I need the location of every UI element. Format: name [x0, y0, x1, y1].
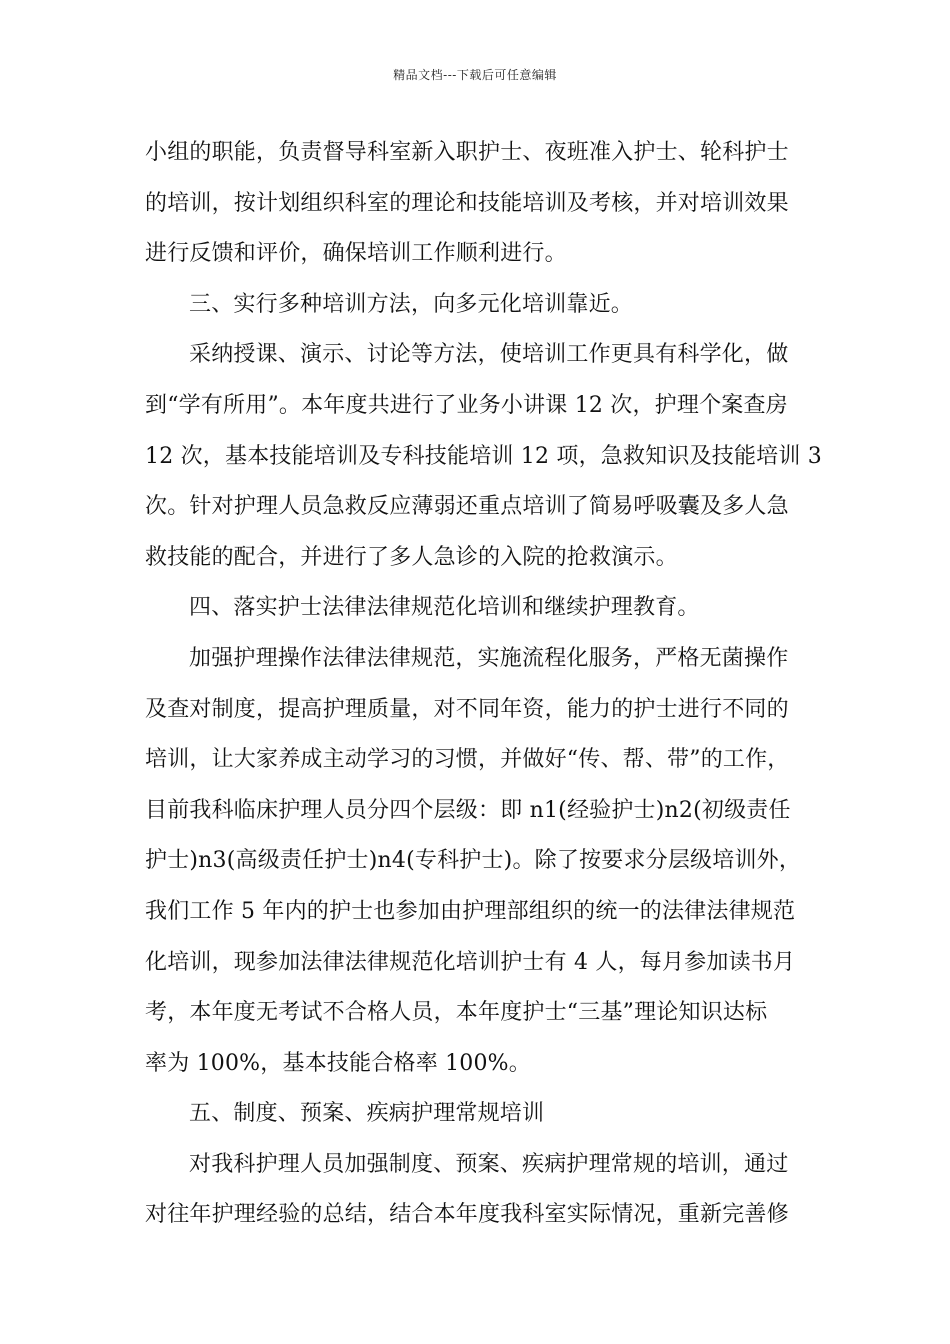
- text-line: 采纳授课、演示、讨论等方法，使培训工作更具有科学化，做: [189, 342, 789, 368]
- text-line: 救技能的配合，并进行了多人急诊的入院的抢救演示。: [145, 544, 678, 570]
- text-line: 的培训，按计划组织科室的理论和技能培训及考核，并对培训效果: [145, 190, 789, 216]
- text-line: 及查对制度，提高护理质量，对不同年资，能力的护士进行不同的: [145, 696, 789, 722]
- text-line: 化培训，现参加法律法律规范化培训护士有 4 人，每月参加读书月: [145, 949, 796, 975]
- section-heading: 四、落实护士法律法律规范化培训和继续护理教育。: [189, 595, 700, 621]
- text-line: 我们工作 5 年内的护士也参加由护理部组织的统一的法律法律规范: [145, 898, 796, 924]
- text-line: 护士)n3(高级责任护士)n4(专科护士)。除了按要求分层级培训外，: [145, 848, 802, 874]
- section-heading: 五、制度、预案、疾病护理常规培训: [189, 1101, 545, 1127]
- text-line: 率为 100%，基本技能合格率 100%。: [145, 1050, 531, 1076]
- text-line: 对我科护理人员加强制度、预案、疾病护理常规的培训，通过: [189, 1151, 789, 1177]
- text-line: 加强护理操作法律法律规范，实施流程化服务，严格无菌操作: [189, 645, 789, 671]
- text-line: 对往年护理经验的总结，结合本年度我科室实际情况，重新完善修: [145, 1202, 789, 1228]
- text-line: 培训，让大家养成主动学习的习惯，并做好“传、帮、带”的工作，: [145, 747, 790, 773]
- text-line: 到“学有所用”。本年度共进行了业务小讲课 12 次，护理个案查房: [145, 392, 788, 418]
- page-header: 精品文档---下载后可任意编辑: [393, 68, 557, 82]
- text-line: 次。针对护理人员急救反应薄弱还重点培训了简易呼吸囊及多人急: [145, 494, 789, 520]
- text-line: 12 次，基本技能培训及专科技能培训 12 项，急救知识及技能培训 3: [145, 443, 822, 469]
- text-line: 考，本年度无考试不合格人员，本年度护士“三基”理论知识达标: [145, 1000, 768, 1026]
- text-line: 进行反馈和评价，确保培训工作顺利进行。: [145, 241, 567, 267]
- text-line: 小组的职能，负责督导科室新入职护士、夜班准入护士、轮科护士: [145, 140, 789, 165]
- section-heading: 三、实行多种培训方法，向多元化培训靠近。: [189, 291, 634, 317]
- document-body: [145, 128, 822, 1241]
- text-line: 目前我科临床护理人员分四个层级：即 n1(经验护士)n2(初级责任: [145, 797, 791, 823]
